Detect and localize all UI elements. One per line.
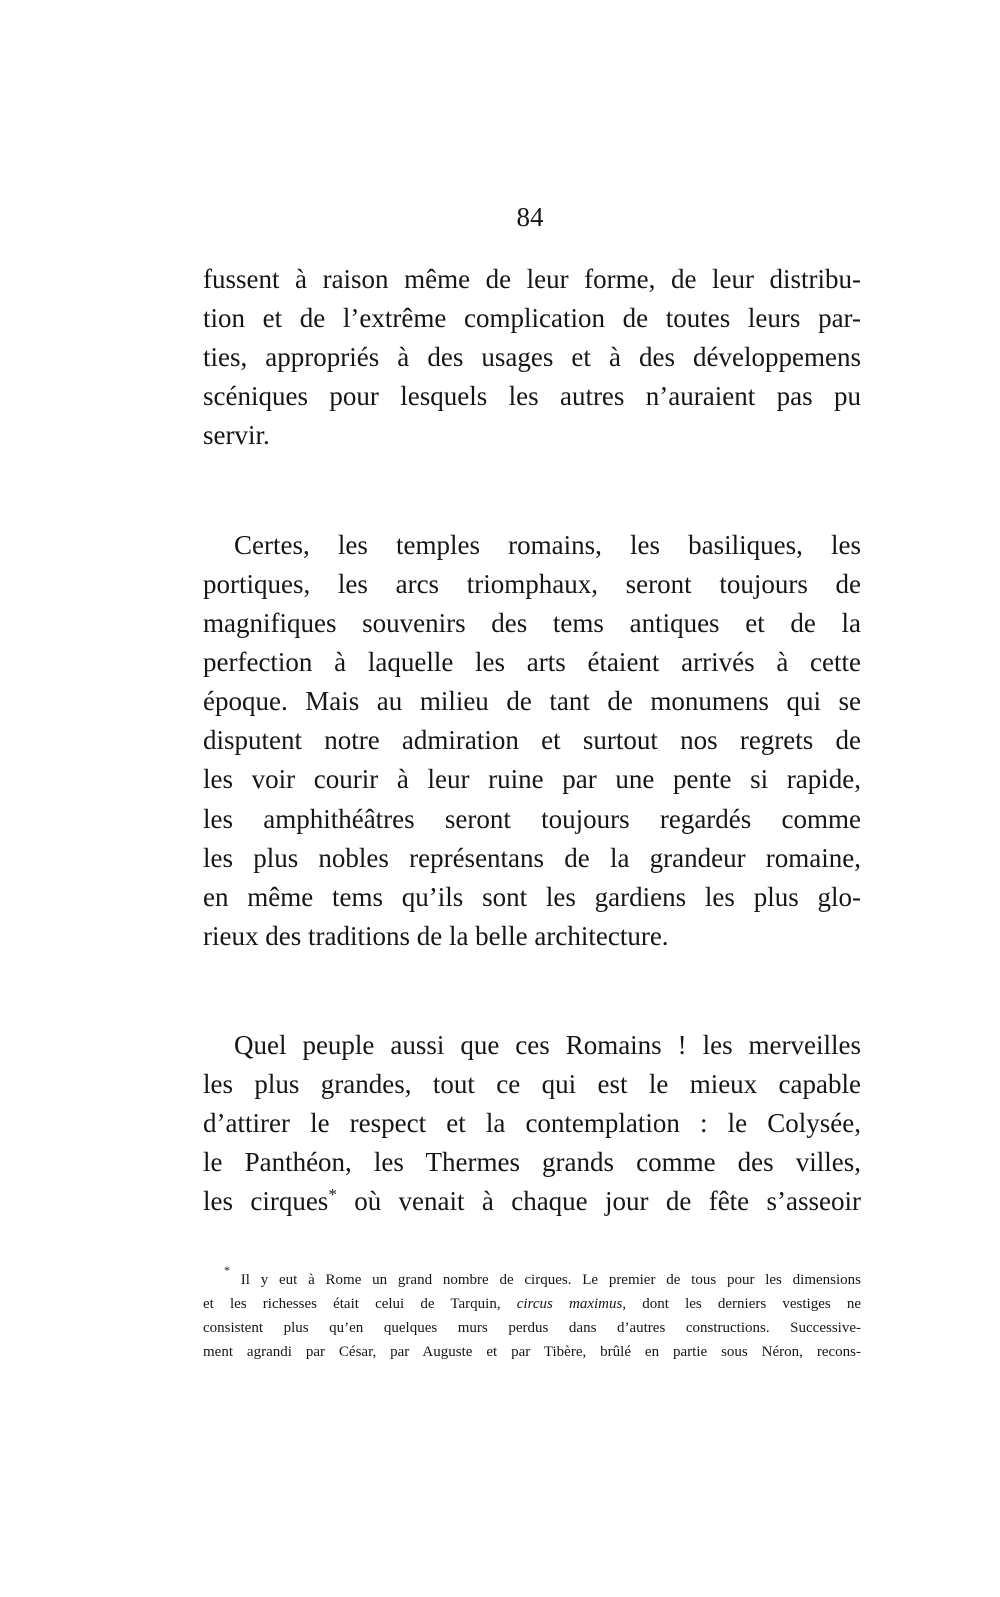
text-line: les plus grandes, tout ce qui est le mieux capable [203, 1069, 861, 1099]
page-number: 84 [516, 202, 544, 232]
text-line: époque. Mais au milieu de tant de monumens qui se [203, 686, 861, 716]
text-line: tion et de l’extrême complication de toutes leurs par- [203, 303, 861, 333]
text-line: ties, appropriés à des usages et à des développemens [203, 342, 861, 372]
text-segment: où venait à chaque jour de fête s’asseoir [354, 1186, 861, 1216]
text-line: Certes, les temples romains, les basiliques, les [234, 530, 861, 560]
text-line: disputent notre admiration et surtout nos regrets de [203, 725, 861, 755]
text-segment: les cirques [203, 1186, 329, 1216]
footnote-marker: * [224, 1263, 230, 1277]
text-line: en même tems qu’ils sont les gardiens les plus glo- [203, 882, 861, 912]
footnote-line [224, 1263, 861, 1290]
text-line [203, 1184, 861, 1218]
text-line: perfection à laquelle les arts étaient arrivés à cette [203, 647, 861, 677]
footnote-reference: * [328, 1185, 337, 1204]
text-segment: Il y eut à Rome un grand nombre de cirques. Le premier de tous pour les dimensions [240, 1272, 861, 1288]
footnote-line: ment agrandi par César, par Auguste et par Tibère, brûlé en partie sous Néron, recons- [203, 1344, 861, 1360]
text-line: le Panthéon, les Thermes grands comme des villes, [203, 1147, 861, 1177]
text-line: d’attirer le respect et la contemplation : le Colysée, [203, 1108, 861, 1138]
italic-term: circus maximus [516, 1296, 623, 1312]
text-line: les voir courir à leur ruine par une pente si rapide, [203, 764, 861, 794]
footnote-line [203, 1294, 861, 1314]
text-line: rieux des traditions de la belle architecture. [203, 921, 669, 951]
text-line: scéniques pour lesquels les autres n’auraient pas pu [203, 381, 861, 411]
text-line: portiques, les arcs triomphaux, seront toujours de [203, 569, 861, 599]
text-line: les amphithéâtres seront toujours regardés comme [203, 804, 861, 834]
text-segment: , dont les derniers vestiges ne [622, 1296, 862, 1312]
text-line: servir. [203, 420, 270, 450]
text-line: les plus nobles représentans de la grandeur romaine, [203, 843, 861, 873]
text-line: Quel peuple aussi que ces Romains ! les merveilles [234, 1030, 861, 1060]
text-line: fussent à raison même de leur forme, de leur distribu- [203, 264, 861, 294]
footnote-line: consistent plus qu’en quelques murs perdus dans d’autres constructions. Successive- [203, 1320, 861, 1336]
text-segment: et les richesses était celui de Tarquin, [203, 1296, 501, 1312]
text-line: magnifiques souvenirs des tems antiques et de la [203, 608, 861, 638]
